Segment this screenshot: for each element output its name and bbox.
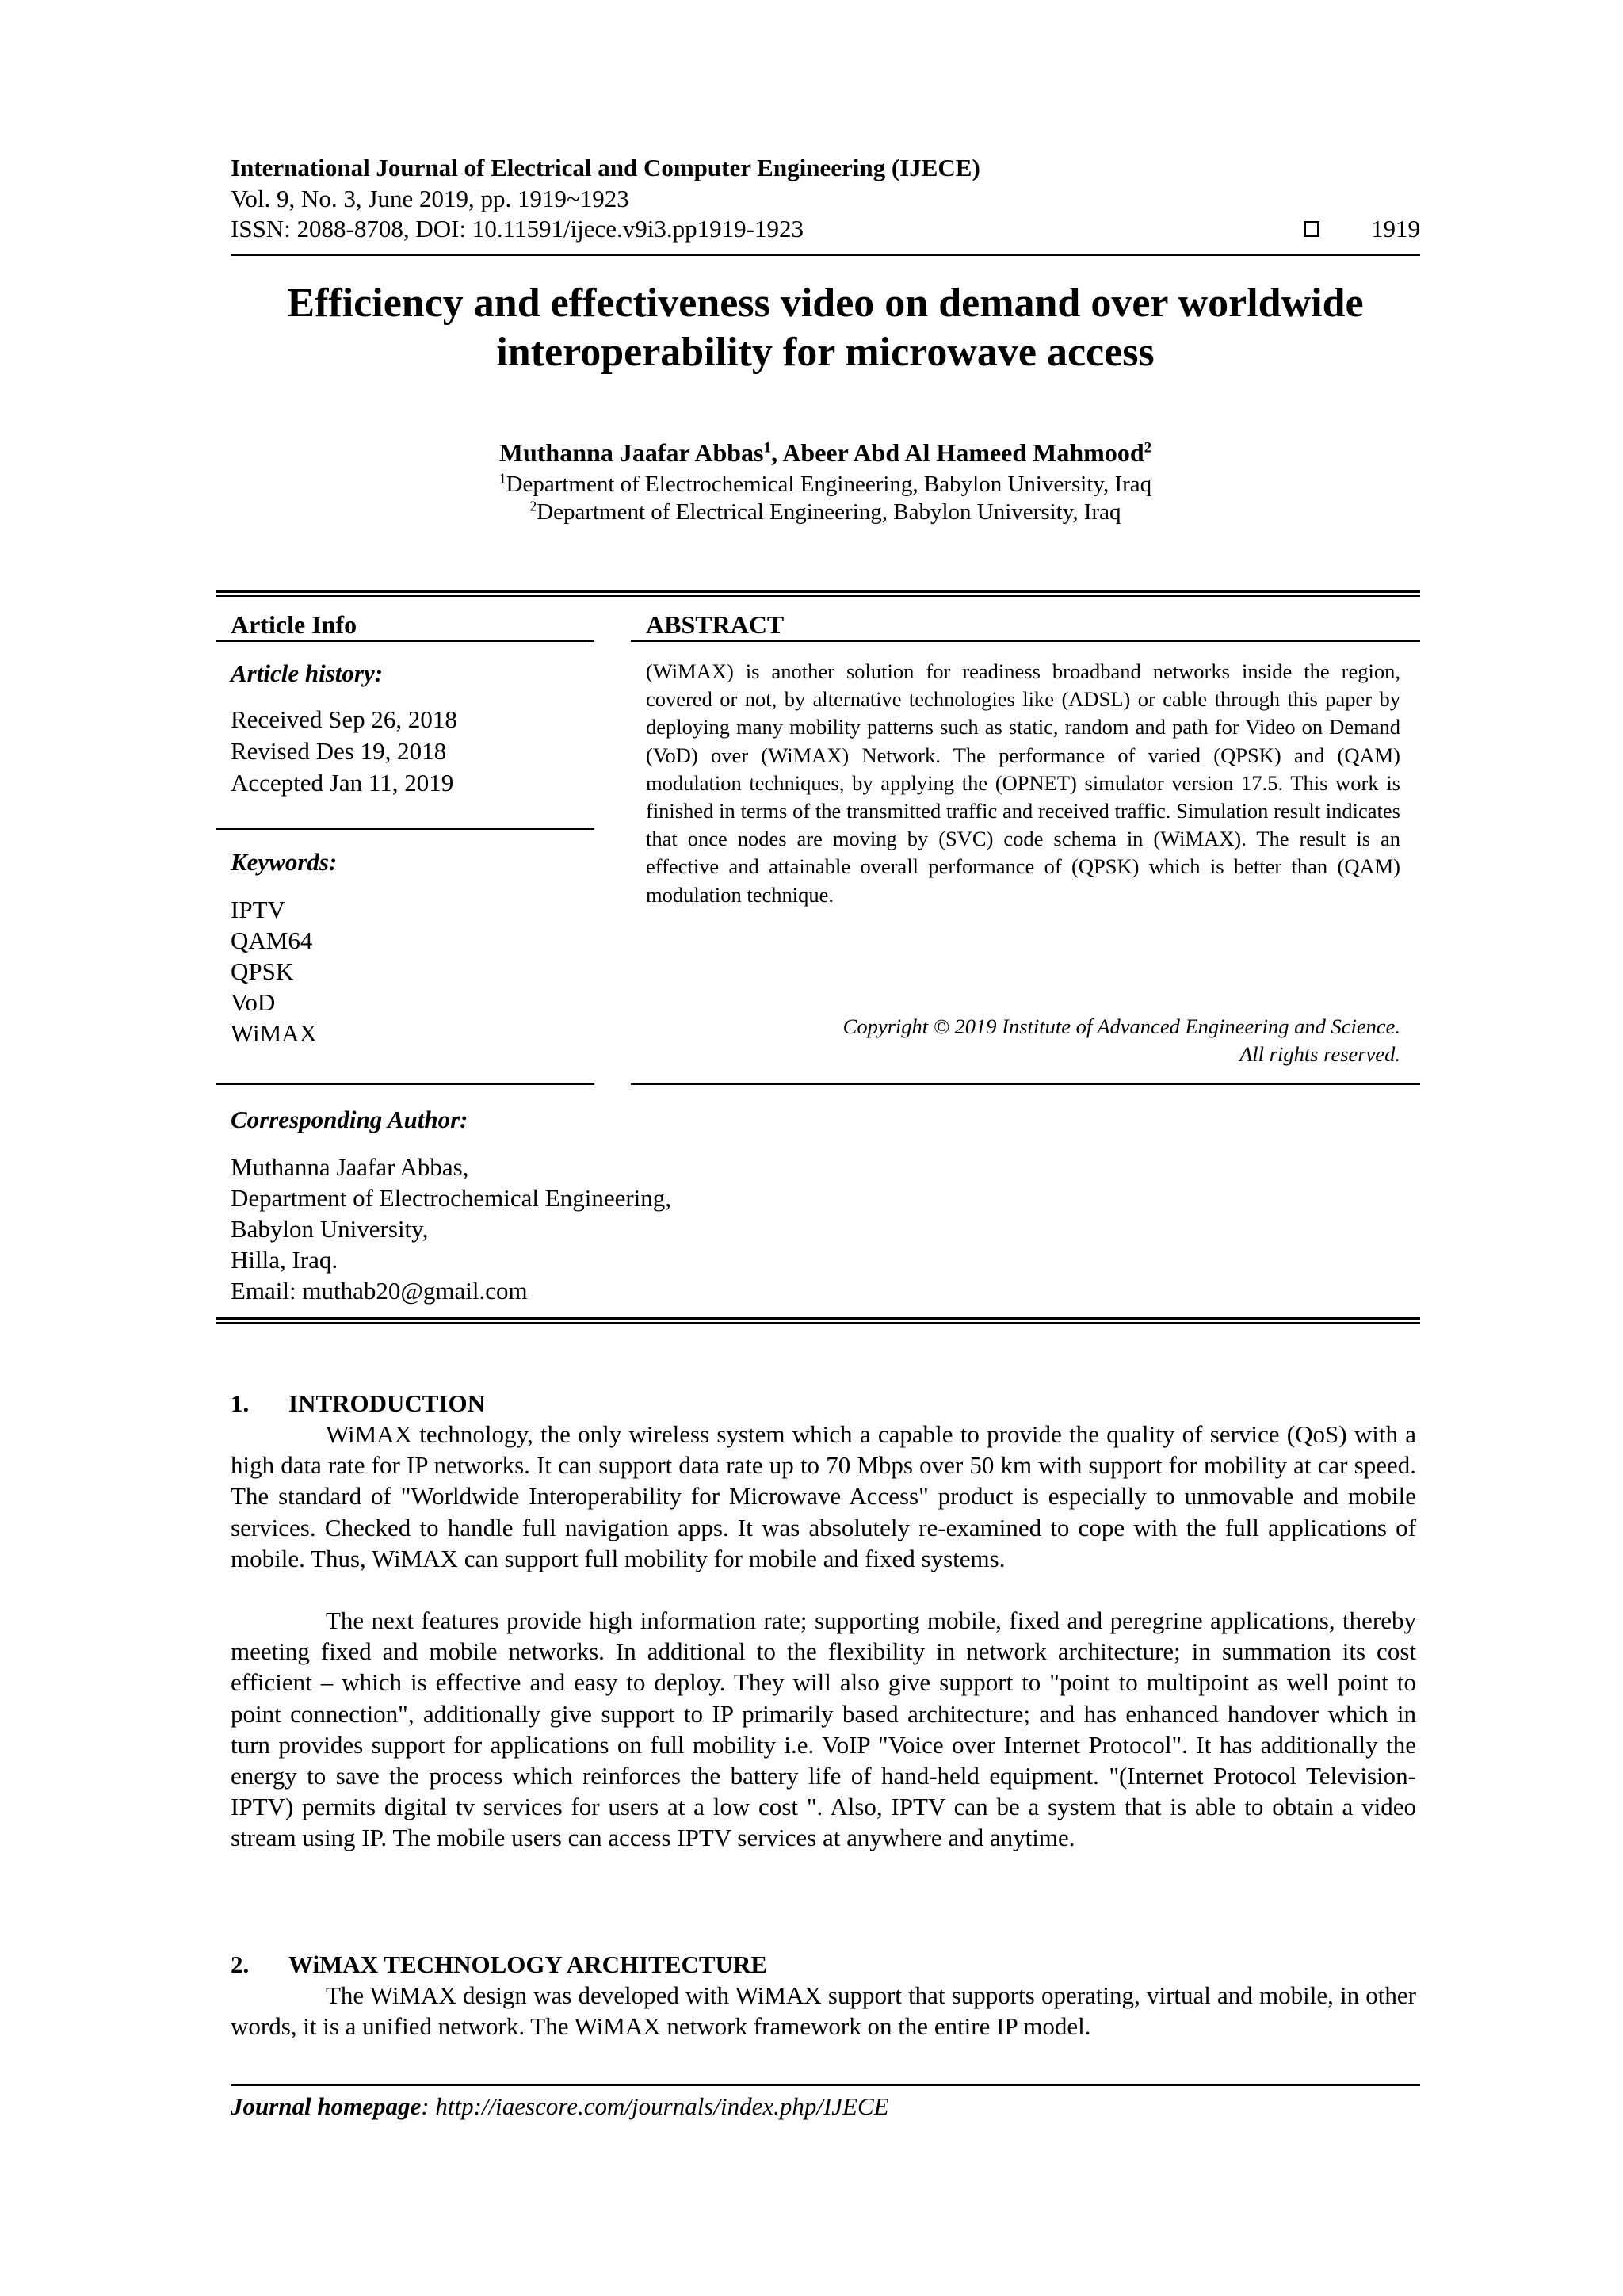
checkbox-square-icon: [1304, 221, 1319, 237]
corresponding-author-city: Hilla, Iraq.: [231, 1246, 338, 1274]
section-1-paragraph-2: The next features provide high information rate; supporting mobile, fixed and peregrine applications, thereby meeting fixed and mobile networks. In additional to the flexibility in network architecture; in summation its cost efficient – which is effective and easy to deploy. They will also give support to "point to multipoint as well point to point connection", additionally give support to IP primarily based architecture; and has enhanced handover which in turn provides support for applications on full mobility i.e. VoIP "Voice over Internet Protocol". It has additionally the energy to save the process which reinforces the battery life of hand-held equipment. "(Internet Protocol Television- IPTV) permits digital tv services for users at a low cost ". Also, IPTV can be a system that is able to obtain a video stream using IP. The mobile users can access IPTV services at anywhere and anytime.: [231, 1606, 1416, 1852]
article-info-rule: [216, 640, 594, 642]
affiliation-1-mark: 1: [498, 470, 506, 487]
keyword: WiMAX: [231, 1019, 317, 1047]
author-list: [231, 436, 1420, 469]
section-2-title: WiMAX TECHNOLOGY ARCHITECTURE: [288, 1950, 768, 1978]
page-number: 1919: [1371, 215, 1420, 243]
affiliation-2-text: Department of Electrical Engineering, Babylon University, Iraq: [537, 499, 1121, 525]
affiliation-2: [231, 498, 1420, 526]
corresponding-author-email: Email: muthab20@gmail.com: [231, 1277, 528, 1305]
article-info-heading: Article Info: [231, 610, 357, 639]
journal-homepage-url[interactable]: http://iaescore.com/journals/index.php/IJECE: [435, 2092, 889, 2120]
section-1-number: 1.: [231, 1389, 250, 1417]
journal-homepage-label: Journal homepage: [231, 2092, 422, 2120]
issn-doi: ISSN: 2088-8708, DOI: 10.11591/ijece.v9i3.pp1919-1923: [231, 215, 804, 243]
section-2-paragraph-1: The WiMAX design was developed with WiMAX support that supports operating, virtual and mobile, in other words, it is a unified network. The WiMAX network framework on the entire IP model.: [231, 1981, 1416, 2041]
affiliation-1: [231, 470, 1420, 499]
section-2-number: 2.: [231, 1950, 250, 1978]
accepted-date: Accepted Jan 11, 2019: [231, 769, 454, 797]
corresponding-author-university: Babylon University,: [231, 1215, 429, 1243]
keywords-heading: Keywords:: [231, 848, 338, 876]
info-block-top-rule: [216, 590, 1420, 597]
author-separator: ,: [771, 438, 783, 467]
author-2: Abeer Abd Al Hameed Mahmood: [782, 438, 1144, 467]
revised-date: Revised Des 19, 2018: [231, 737, 447, 765]
copyright-line-1: Copyright © 2019 Institute of Advanced Engineering and Science.: [842, 1014, 1400, 1038]
abstract-heading: ABSTRACT: [646, 610, 785, 639]
info-block-bottom-rule: [216, 1317, 1420, 1324]
author-2-affiliation-mark: 2: [1144, 439, 1152, 457]
copyright-notice: [646, 1013, 1400, 1068]
section-1-paragraph-1: WiMAX technology, the only wireless system which a capable to provide the quality of service (QoS) with a high data rate for IP networks. It can support data rate up to 70 Mbps over 50 km with support for mobility at car speed. The standard of "Worldwide Interoperability for Microwave Access" product is especially to unmovable and mobile services. Checked to handle full navigation apps. It was absolutely re-examined to cope with the full applications of mobile. Thus, WiMAX can support full mobility for mobile and fixed systems.: [231, 1420, 1416, 1572]
journal-homepage: [231, 2091, 889, 2122]
article-history-heading: Article history:: [231, 659, 384, 687]
keyword: QPSK: [231, 957, 294, 985]
corresponding-author-name: Muthanna Jaafar Abbas,: [231, 1153, 469, 1181]
footer-rule: [231, 2084, 1420, 2086]
keyword: IPTV: [231, 896, 285, 923]
section-1-title: INTRODUCTION: [288, 1389, 486, 1417]
journal-name: International Journal of Electrical and Computer Engineering (IJECE): [231, 154, 980, 181]
copyright-line-2: All rights reserved.: [1239, 1042, 1400, 1066]
keyword: VoD: [231, 988, 276, 1016]
paper-title: [231, 279, 1420, 377]
affiliation-1-text: Department of Electrochemical Engineering, Babylon University, Iraq: [506, 472, 1152, 497]
header-rule: [231, 254, 1420, 256]
journal-homepage-colon: :: [421, 2092, 436, 2120]
title-line-2: interoperability for microwave access: [496, 330, 1155, 375]
received-date: Received Sep 26, 2018: [231, 705, 457, 733]
abstract-bottom-rule: [631, 1083, 1420, 1085]
author-1-affiliation-mark: 1: [763, 439, 772, 457]
keyword: QAM64: [231, 926, 313, 954]
abstract-rule: [631, 640, 1420, 642]
corresponding-author-heading: Corresponding Author:: [231, 1106, 468, 1133]
affiliation-2-mark: 2: [529, 498, 537, 514]
author-1: Muthanna Jaafar Abbas: [498, 438, 764, 467]
keywords-rule: [216, 1083, 594, 1085]
volume-info: Vol. 9, No. 3, June 2019, pp. 1919~1923: [231, 185, 629, 212]
corresponding-author-department: Department of Electrochemical Engineering,: [231, 1184, 672, 1212]
history-rule: [216, 828, 594, 830]
title-line-1: Efficiency and effectiveness video on demand over worldwide: [287, 281, 1364, 326]
abstract-text: (WiMAX) is another solution for readiness broadband networks inside the region, covered or not, by alternative technologies like (ADSL) or cable through this paper by deploying many mobility patterns such as static, random and path for Video on Demand (VoD) over (WiMAX) Network. The performance of varied (QPSK) and (QAM) modulation techniques, by applying the (OPNET) simulator version 17.5. This work is finished in terms of the transmitted traffic and received traffic. Simulation result indicates that once nodes are moving by (SVC) code schema in (WiMAX). The result is an effective and attainable overall performance of (QPSK) which is better than (QAM) modulation technique.: [646, 659, 1400, 907]
